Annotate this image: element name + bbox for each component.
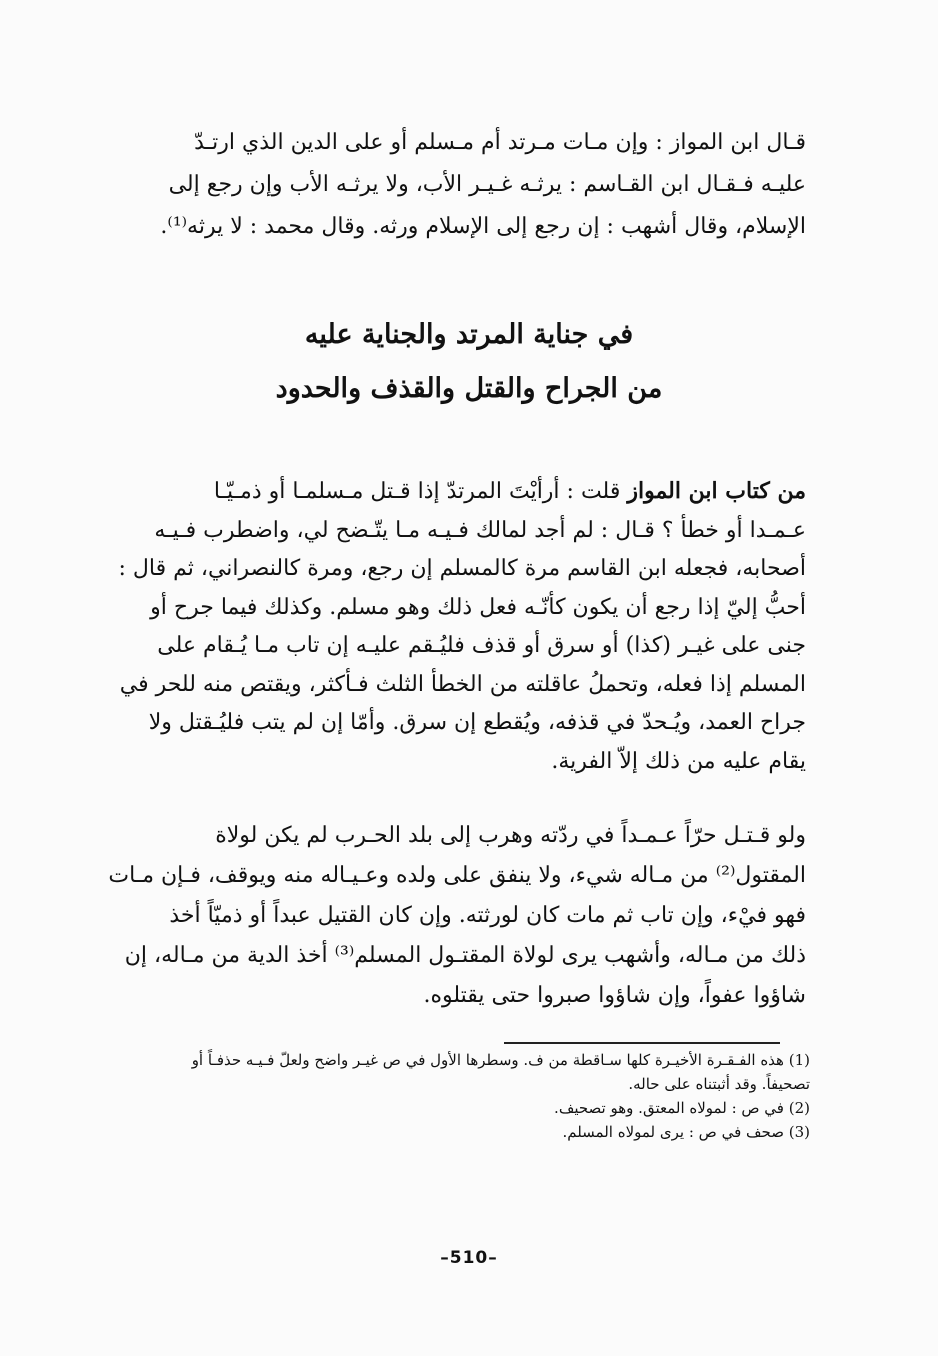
section-heading: [0, 308, 938, 416]
body1-line-4: أحبُّ إليّ إذا رجع أن يكون كأنّـه فعل ذلك وهو مسلم. وكذلك فيما جرح أو: [150, 594, 806, 620]
body2-line-3: فهو فيْء، وإن تاب ثم مات كان لورثته. وإن كان القتيل عبداً أو ذميّاً أخذ: [169, 903, 806, 928]
source-lead: من كتاب ابن المواز: [627, 478, 806, 504]
page-number: –510–: [440, 1248, 498, 1268]
body1-line-1: [104, 472, 806, 512]
footnote-1: (1) هذه الفـقـرة الأخيـرة كلها سـاقطة من ف. وسطرها الأول في ص غيـر واضح ولعلّ فـيـه حذفـاً أو: [191, 1051, 810, 1069]
intro-paragraph: [108, 122, 806, 248]
footnote-1-continued: تصحيفاً. وقد أثبتناه على حاله.: [628, 1075, 810, 1093]
body1-line-1-rest: قلت : أرأيْتَ المرتدّ إذا قـتل مـسلمـا أو ذمـيّـا: [213, 479, 628, 504]
body1-line-7: جراح العمد، ويُـحدّ في قذفه، ويُقطع إن سرق. وأمّا إن لم يتب فليُـقتل ولا: [148, 710, 806, 735]
footnote-3: (3) صحف في ص : يرى لمولاه المسلم.: [562, 1123, 810, 1141]
heading-line-1: في جناية المرتد والجناية عليه: [304, 319, 634, 350]
body1-line-3: أصحابه، فجعله ابن القاسم مرة كالمسلم إن رجع، ومرة كالنصراني، ثم قال :: [118, 556, 806, 581]
heading-line-2: من الجراح والقتل والقذف والحدود: [275, 373, 663, 404]
intro-line-2: عليـه فـقـال ابن القـاسم : يرثـه غـيـر الأب، ولا يرثـه الأب وإن رجع إلى: [168, 172, 806, 197]
footnotes: [106, 1048, 810, 1144]
footnote-2: (2) في ص : لمولاه المعتق. وهو تصحيف.: [554, 1099, 810, 1117]
body2-line-5: شاؤوا عفواً، وإن شاؤوا صبروا حتى يقتلوه.: [423, 983, 806, 1008]
body-paragraph-2: [104, 816, 806, 1016]
footnote-divider: [504, 1042, 780, 1044]
intro-line-1: قـال ابن المواز : وإن مـات مـرتد أم مـسلم أو على الدين الذي ارتـدّ: [194, 130, 806, 155]
body1-line-8: يقام عليه من ذلك إلاّ الفرية.: [551, 748, 806, 774]
body-paragraph-1: [104, 472, 806, 781]
body2-line-2: المقتول⁽²⁾ من مـاله شيء، ولا ينفق على ولده وعـيـاله منه ويوقف، فـإن مـات: [108, 863, 806, 888]
body1-line-5: جنى على غيـر (كذا) أو سرق أو قذف فليُـقم عليـه إن تاب مـا يُـقام على: [157, 633, 806, 658]
intro-line-3: الإسلام، وقال أشهب : إن رجع إلى الإسلام ورثه. وقال محمد : لا يرثه⁽¹⁾.: [160, 214, 806, 239]
body1-line-6: المسلم إذا فعله، وتحملُ عاقلته من الخطأ الثلث فـأكثر، ويقتص منه للحر في: [119, 671, 806, 697]
body1-line-2: عـمـدا أو خطأ ؟ قـال : لم أجد لمالك فـيـه مـا يتّـضح لي، واضطرب فـيـه: [154, 517, 806, 543]
body2-line-1: ولو قـتـل حرّاً عـمـداً في ردّته وهرب إلى بلد الحـرب لم يكن لولاة: [215, 823, 806, 848]
body2-line-4: ذلك من مـاله، وأشهب يرى لولاة المقتـول المسلم⁽³⁾ أخذ الدية من مـاله، إن: [124, 943, 806, 968]
